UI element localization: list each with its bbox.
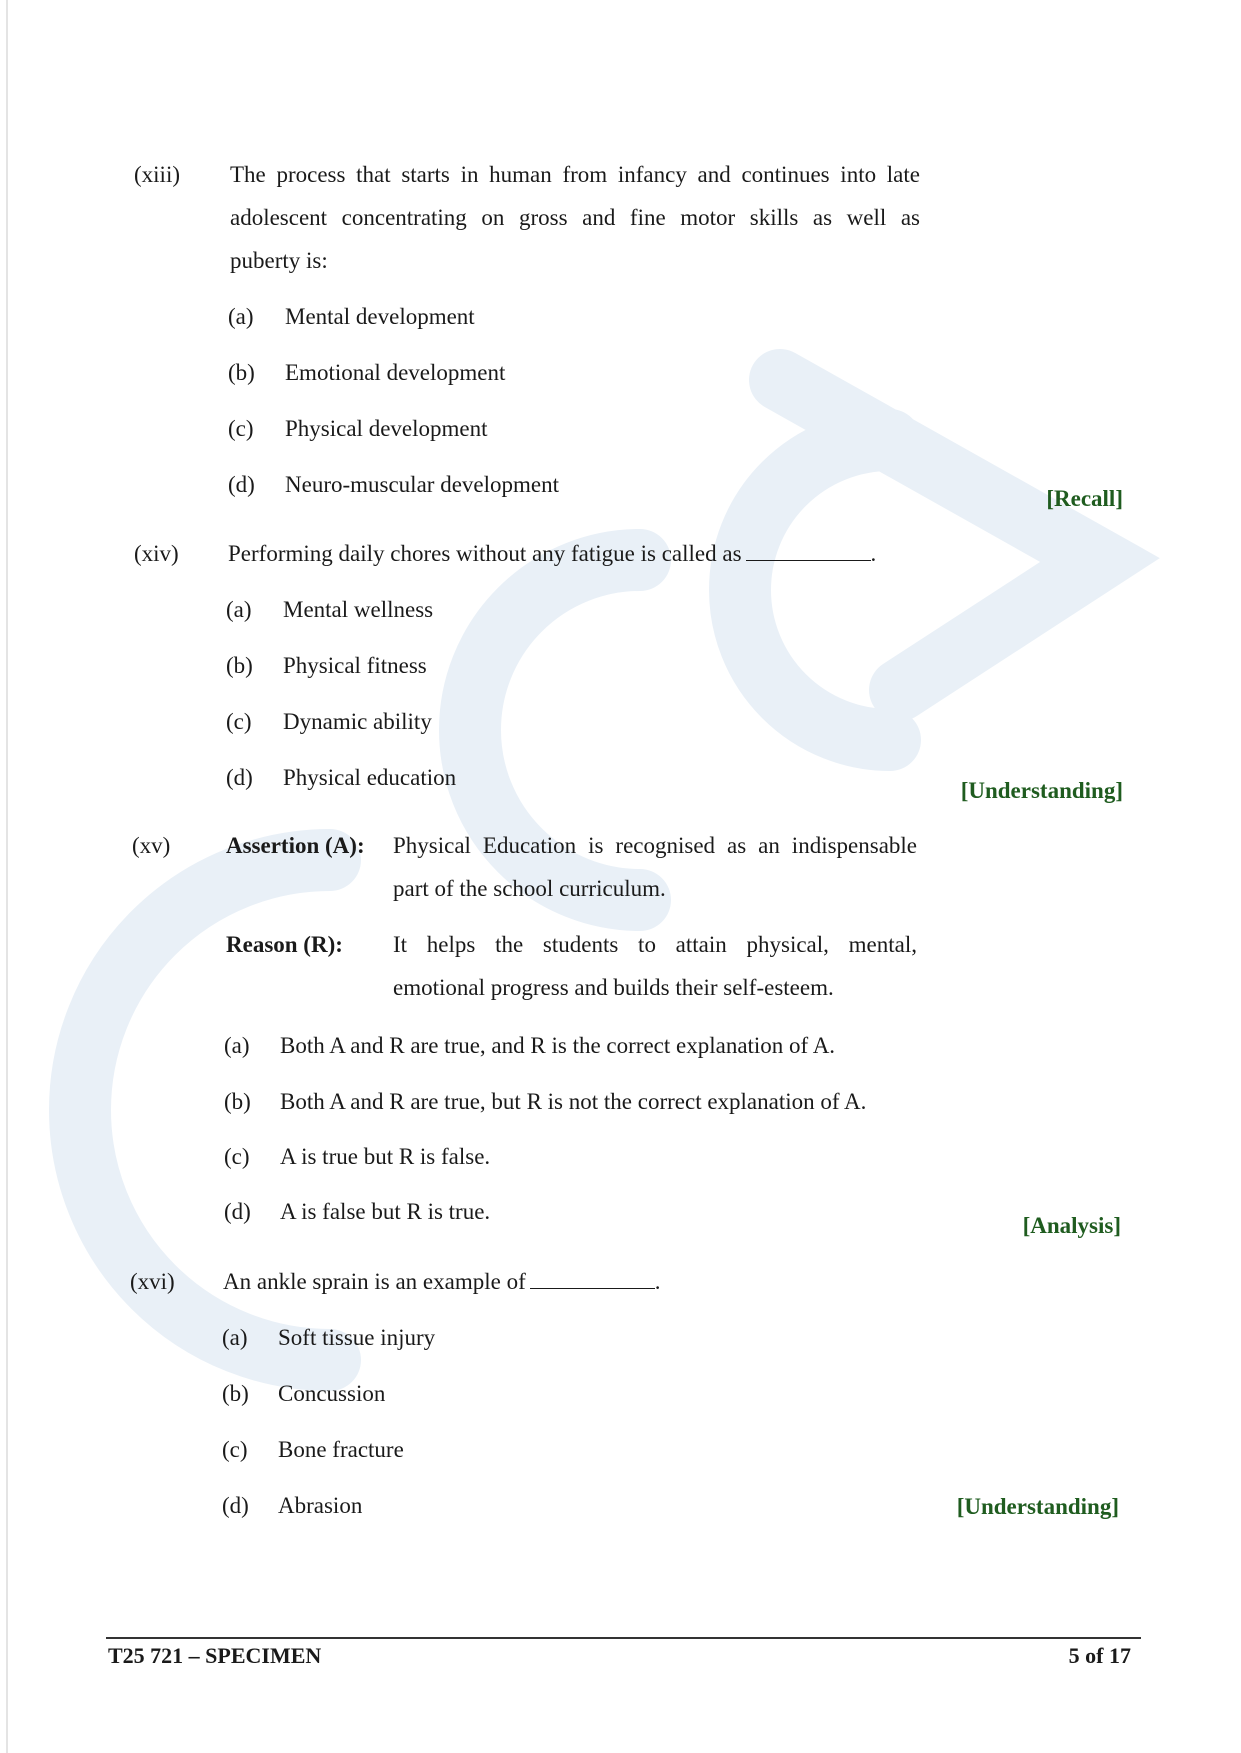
- option-label: (a): [224, 1033, 250, 1058]
- option-label: (c): [228, 416, 254, 441]
- assertion-label: Assertion (A):: [226, 833, 365, 858]
- option-label: (b): [224, 1089, 251, 1114]
- paper-code: T25 721 – SPECIMEN: [108, 1643, 322, 1668]
- option-label: (b): [222, 1381, 249, 1406]
- option-text: Physical fitness: [283, 653, 427, 678]
- cognitive-level-tag: [Recall]: [1046, 486, 1123, 511]
- option-label: (b): [228, 360, 255, 385]
- cognitive-level-tag: [Understanding]: [956, 1494, 1119, 1519]
- question-stem-line: puberty is:: [230, 248, 328, 273]
- cognitive-level-tag: [Analysis]: [1022, 1213, 1121, 1238]
- question-number: (xiii): [134, 162, 180, 187]
- option-text: A is true but R is false.: [280, 1144, 491, 1169]
- option-text: Both A and R are true, but R is not the correct explanation of A.: [280, 1089, 867, 1114]
- option-text: Mental wellness: [283, 597, 434, 622]
- option-text: Neuro-muscular development: [285, 472, 559, 497]
- option-label: (c): [222, 1437, 248, 1462]
- option-label: (b): [226, 653, 253, 678]
- answer-blank: [746, 540, 871, 561]
- answer-blank: [530, 1268, 655, 1289]
- option-label: (a): [222, 1325, 248, 1350]
- reason-label: Reason (R):: [226, 932, 343, 957]
- reason-text-line: It helps the students to attain physical, mental,: [393, 932, 917, 957]
- question-stem: An ankle sprain is an example of .: [223, 1269, 661, 1294]
- reason-text-line: emotional progress and builds their self-esteem.: [393, 975, 834, 1000]
- cognitive-level-tag: [Understanding]: [960, 778, 1123, 803]
- page-number: 5 of 17: [1068, 1643, 1131, 1668]
- assertion-text-line: Physical Education is recognised as an indispensable: [393, 833, 917, 858]
- option-text: Physical development: [285, 416, 488, 441]
- option-text: Physical education: [283, 765, 457, 790]
- option-text: Dynamic ability: [283, 709, 432, 734]
- option-text: Bone fracture: [278, 1437, 404, 1462]
- question-number: (xv): [132, 833, 171, 858]
- option-text: A is false but R is true.: [280, 1199, 491, 1224]
- option-label: (d): [226, 765, 253, 790]
- option-text: Mental development: [285, 304, 475, 329]
- option-label: (d): [224, 1199, 251, 1224]
- option-label: (d): [228, 472, 255, 497]
- option-text: Concussion: [278, 1381, 386, 1406]
- option-label: (c): [226, 709, 252, 734]
- option-label: (c): [224, 1144, 250, 1169]
- question-number: (xvi): [130, 1269, 175, 1294]
- assertion-text-line: part of the school curriculum.: [393, 876, 666, 901]
- question-stem-line: adolescent concentrating on gross and fine motor skills as well as: [230, 205, 920, 230]
- question-number: (xiv): [134, 541, 179, 566]
- option-text: Both A and R are true, and R is the correct explanation of A.: [280, 1033, 836, 1058]
- footer-rule: [106, 1637, 1141, 1639]
- option-text: Emotional development: [285, 360, 506, 385]
- option-label: (a): [226, 597, 252, 622]
- option-text: Soft tissue injury: [278, 1325, 436, 1350]
- question-stem-line: The process that starts in human from infancy and continues into late: [230, 162, 920, 187]
- option-label: (a): [228, 304, 254, 329]
- question-stem: Performing daily chores without any fatigue is called as .: [228, 541, 877, 566]
- option-label: (d): [222, 1493, 249, 1518]
- option-text: Abrasion: [278, 1493, 363, 1518]
